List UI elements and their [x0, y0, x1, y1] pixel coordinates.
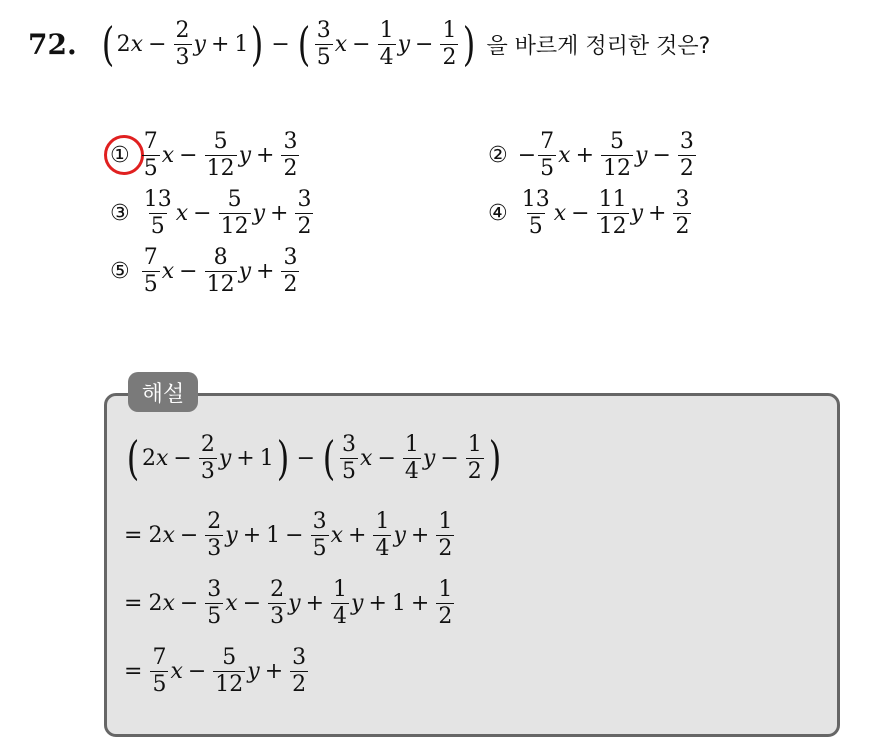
fraction: $\frac{2}{3}$	[175, 17, 190, 70]
question-prompt: 을 바르게 정리한 것은?	[486, 33, 711, 59]
choice-marker: ③	[110, 200, 130, 226]
choice-4[interactable]: ④ $\frac{13}{5}$ x − $\frac{11}{12}$ y + $\frac{3}{2}$	[488, 186, 690, 239]
solution-line-3: = 2 x − $\frac{3}{5}$ x − $\frac{2}{3}$ y + $\frac{1}{4}$ y + 1 + $\frac{1}{2}$	[124, 576, 453, 629]
choice-3[interactable]: ③ $\frac{13}{5}$ x − $\frac{5}{12}$ y + $\frac{3}{2}$	[110, 186, 312, 239]
question-expression: ( 2 x − $\frac{2}{3}$ y + 1 ) − ( $\frac{3}{5}$ x − $\frac{1}{4}$ y − $\frac{1}{2}$ )	[101, 17, 476, 71]
solution-line-4: = $\frac{7}{5}$ x − $\frac{5}{12}$ y + $\frac{3}{2}$	[124, 644, 307, 697]
solution-line-2: = 2 x − $\frac{2}{3}$ y + 1 − $\frac{3}{5}$ x + $\frac{1}{4}$ y + $\frac{1}{2}$	[124, 508, 453, 561]
solution-line-1: ( 2 x − $\frac{2}{3}$ y + 1 ) − ( $\frac{3}{5}$ x − $\frac{1}{4}$ y − $\frac{1}{2}$ )	[126, 431, 502, 485]
fraction: $\frac{1}{2}$	[442, 17, 457, 70]
choice-marker: ①	[110, 142, 130, 168]
question-line	[28, 14, 710, 74]
right-paren: )	[251, 17, 264, 71]
fraction: $\frac{1}{4}$	[379, 17, 394, 70]
choice-marker: ⑤	[110, 258, 130, 284]
solution-label: 해설	[128, 372, 198, 412]
left-paren: (	[297, 17, 311, 71]
left-paren: (	[101, 17, 114, 71]
choice-marker: ④	[488, 200, 508, 226]
right-paren: )	[463, 17, 476, 71]
choice-2[interactable]: ② − $\frac{7}{5}$ x + $\frac{5}{12}$ y − $\frac{3}{2}$	[488, 128, 694, 181]
choice-5[interactable]: ⑤ $\frac{7}{5}$ x − $\frac{8}{12}$ y + $\frac{3}{2}$	[110, 244, 298, 297]
question-number: 72.	[28, 27, 77, 61]
choice-1[interactable]: ① $\frac{7}{5}$ x − $\frac{5}{12}$ y + $\frac{3}{2}$	[110, 128, 298, 181]
choice-marker: ②	[488, 142, 508, 168]
fraction: $\frac{3}{5}$	[316, 17, 331, 70]
